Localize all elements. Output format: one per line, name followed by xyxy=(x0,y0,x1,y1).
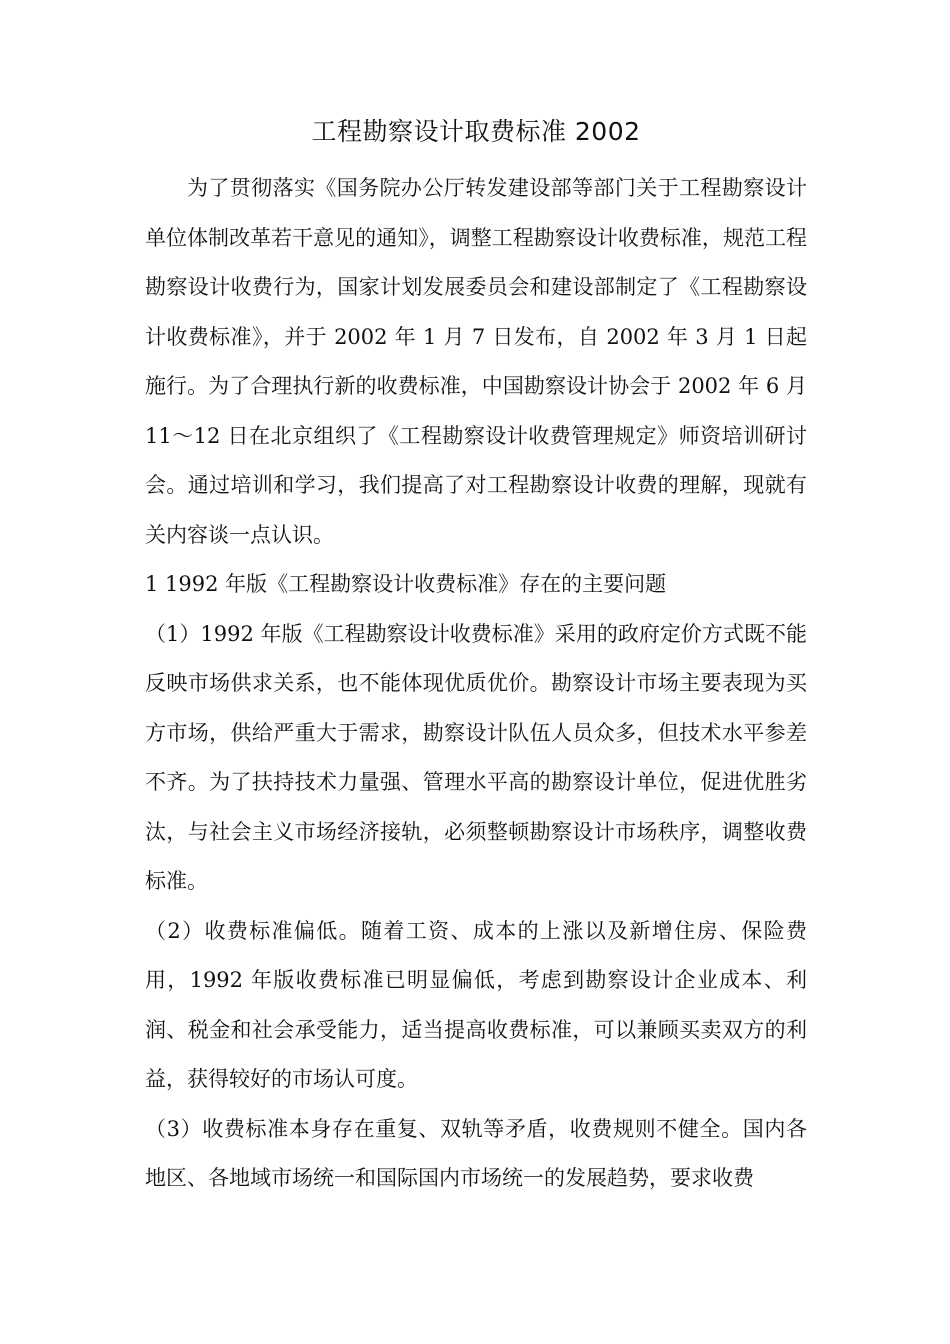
list-item-2: （2）收费标准偏低。随着工资、成本的上涨以及新增住房、保险费用，1992 年版收费标准已明显偏低，考虑到勘察设计企业成本、利润、税金和社会承受能力，适当提高收费标准，可以兼顾买卖双方的利益，获得较好的市场认可度。 xyxy=(145,918,807,1091)
document-title: 工程勘察设计取费标准 2002 xyxy=(311,117,641,146)
intro-paragraph: 为了贯彻落实《国务院办公厅转发建设部等部门关于工程勘察设计单位体制改革若干意见的通知》，调整工程勘察设计收费标准，规范工程勘察设计收费行为，国家计划发展委员会和建设部制定了《工程勘察设计收费标准》，并于 2002 年 1 月 7 日发布，自 2002 年 3 月 1 日起施行。为了合理执行新的收费标准，中国勘察设计协会于 2002 年 6 月 11～12 日在北京组织了《工程勘察设计收费管理规定》师资培训研讨会。通过培训和学习，我们提高了对工程勘察设计收费的理解，现就有关内容谈一点认识。 xyxy=(145,176,807,547)
list-item-3: （3）收费标准本身存在重复、双轨等矛盾，收费规则不健全。国内各地区、各地域市场统一和国际国内市场统一的发展趋势，要求收费 xyxy=(145,1116,807,1190)
section-heading: 1 1992 年版《工程勘察设计收费标准》存在的主要问题 xyxy=(145,572,667,596)
list-item-1: （1）1992 年版《工程勘察设计收费标准》采用的政府定价方式既不能反映市场供求关系，也不能体现优质优价。勘察设计市场主要表现为买方市场，供给严重大于需求，勘察设计队伍人员众多，但技术水平参差不齐。为了扶持技术力量强、管理水平高的勘察设计单位，促进优胜劣汰，与社会主义市场经济接轨，必须整顿勘察设计市场秩序，调整收费标准。 xyxy=(145,621,807,893)
